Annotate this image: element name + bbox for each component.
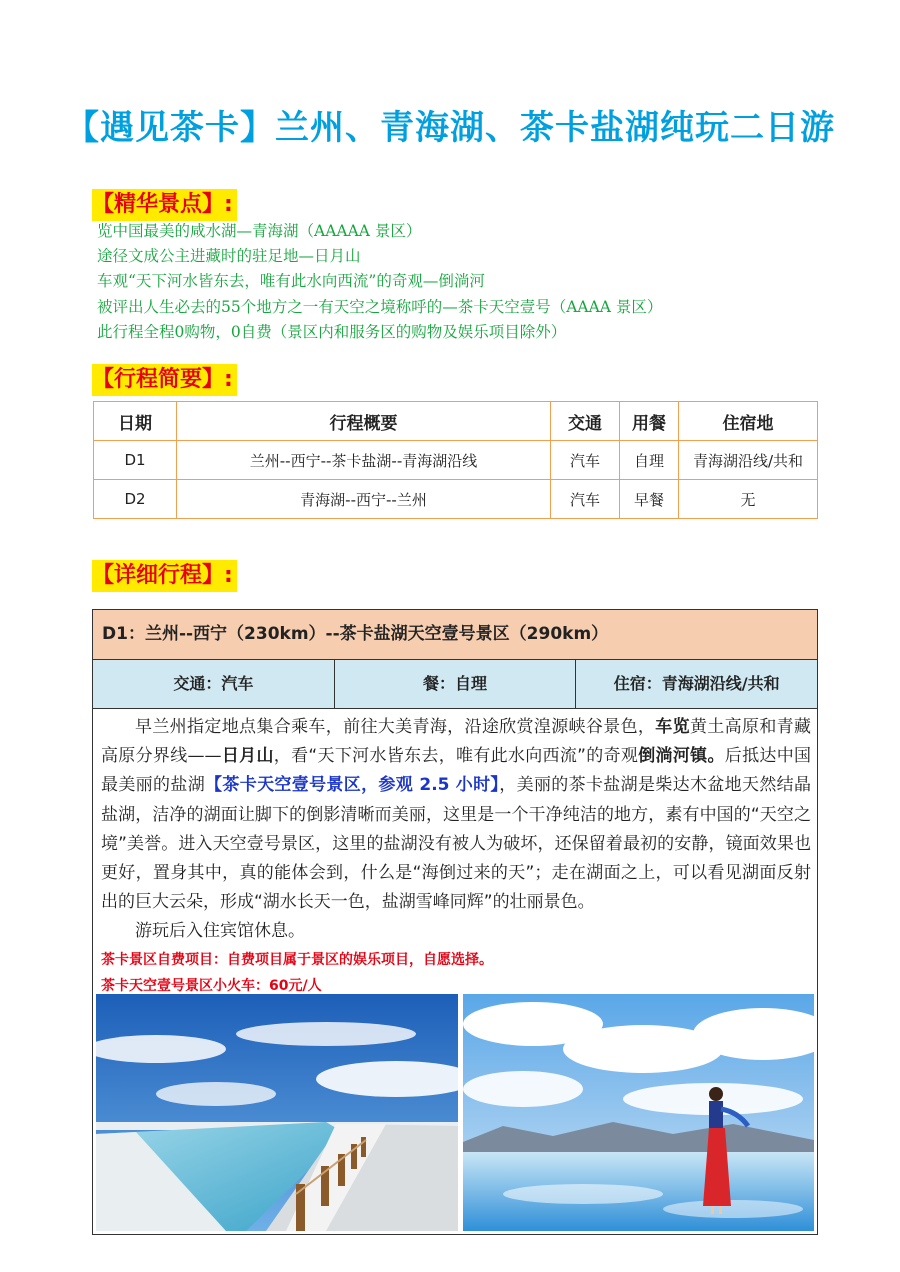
text-bold: 倒淌河镇。	[638, 746, 725, 767]
text-span: ，美丽的茶卡盐湖是柴达木盆地天然结晶盐湖，洁净的湖面让脚下的倒影清晰而美丽，这里是一个干净纯洁的地方，素有中国的“天空之境”美誉。进入天空壹号景区，这里的盐湖没有被人为破坏，还保留着最初的安静，镜面效果也更好，置身其中，真的能体会到，什么是“海倒过来的天”；走在湖面之上，可以看见湖面反射出的巨大云朵，形成“湖水长天一色，盐湖雪峰同辉”的壮丽景色。	[101, 775, 812, 913]
day1-transport: 交通：汽车	[93, 660, 335, 708]
day1-paragraph: 游玩后入住宾馆休息。	[135, 921, 305, 942]
cell-lodging: 无	[679, 480, 818, 519]
table-row	[94, 441, 818, 480]
train-price-note: 茶卡天空壹号景区小火车：60元/人	[101, 977, 322, 994]
text-bold: 车览	[655, 717, 690, 737]
header-overview: 行程概要	[177, 402, 551, 441]
cell-transport: 汽车	[551, 480, 620, 519]
itinerary-summary-table	[93, 401, 818, 519]
cell-date: D2	[94, 480, 177, 519]
day1-header: D1：兰州--西宁（230km）--茶卡盐湖天空壹号景区（290km）	[93, 610, 817, 660]
header-lodging: 住宿地	[679, 402, 818, 441]
text-span: 早兰州指定地点集合乘车，前往大美青海，沿途欣赏湟源峡谷景色，	[135, 717, 656, 737]
summary-label: 【行程简要】:	[92, 364, 237, 396]
highlight-item: 车观“天下河水皆东去，唯有此水向西流”的奇观—倒淌河	[97, 272, 485, 291]
highlights-list	[97, 219, 837, 345]
cell-lodging: 青海湖沿线/共和	[679, 441, 818, 480]
header-meal: 用餐	[620, 402, 679, 441]
cell-date: D1	[94, 441, 177, 480]
optional-activity-note: 茶卡景区自费项目：自费项目属于景区的娱乐项目，自愿选择。	[101, 951, 493, 968]
header-transport: 交通	[551, 402, 620, 441]
salt-lake-boardwalk-photo	[96, 994, 458, 1231]
highlight-item: 览中国最美的咸水湖—青海湖（AAAAA 景区）	[97, 222, 422, 240]
text-span: 后抵达中国最美丽的盐湖	[101, 746, 812, 796]
text-span: ，看“天下河水皆东去，唯有此水向西流”的奇观	[273, 746, 639, 767]
photo-row	[96, 994, 814, 1231]
page-title: 【遇见茶卡】兰州、青海湖、茶卡盐湖纯玩二日游	[65, 108, 835, 148]
day1-detail-box	[92, 609, 818, 1235]
table-header-row	[94, 402, 818, 441]
highlight-item: 被评出人生必去的55个地方之一有天空之境称呼的—茶卡天空壹号（AAAA 景区）	[97, 297, 663, 316]
scenic-spot-highlight: 【茶卡天空壹号景区，参观 2.5 小时】	[205, 775, 500, 796]
day1-description	[93, 709, 817, 999]
cell-overview: 青海湖--西宁--兰州	[177, 480, 551, 519]
day1-meal: 餐：自理	[335, 660, 577, 708]
day1-info-row	[93, 660, 817, 709]
day1-lodging: 住宿：青海湖沿线/共和	[613, 674, 780, 693]
cell-overview: 兰州--西宁--茶卡盐湖--青海湖沿线	[177, 441, 551, 480]
cell-meal: 自理	[620, 441, 679, 480]
highlight-item: 途径文成公主进藏时的驻足地—日月山	[97, 247, 361, 266]
cell-transport: 汽车	[551, 441, 620, 480]
detail-label: 【详细行程】:	[92, 560, 237, 592]
cell-meal: 早餐	[620, 480, 679, 519]
header-date: 日期	[94, 402, 177, 441]
text-span: 黄土高原和青藏高原分界线——	[101, 717, 812, 767]
table-row	[94, 480, 818, 519]
text-bold: 日月山	[221, 746, 274, 767]
woman-on-salt-lake-photo	[463, 994, 814, 1231]
day1-paragraph	[101, 713, 811, 917]
highlight-item: 此行程全程0购物，0自费（景区内和服务区的购物及娱乐项目除外）	[97, 322, 567, 341]
highlights-label: 【精华景点】:	[92, 189, 237, 221]
